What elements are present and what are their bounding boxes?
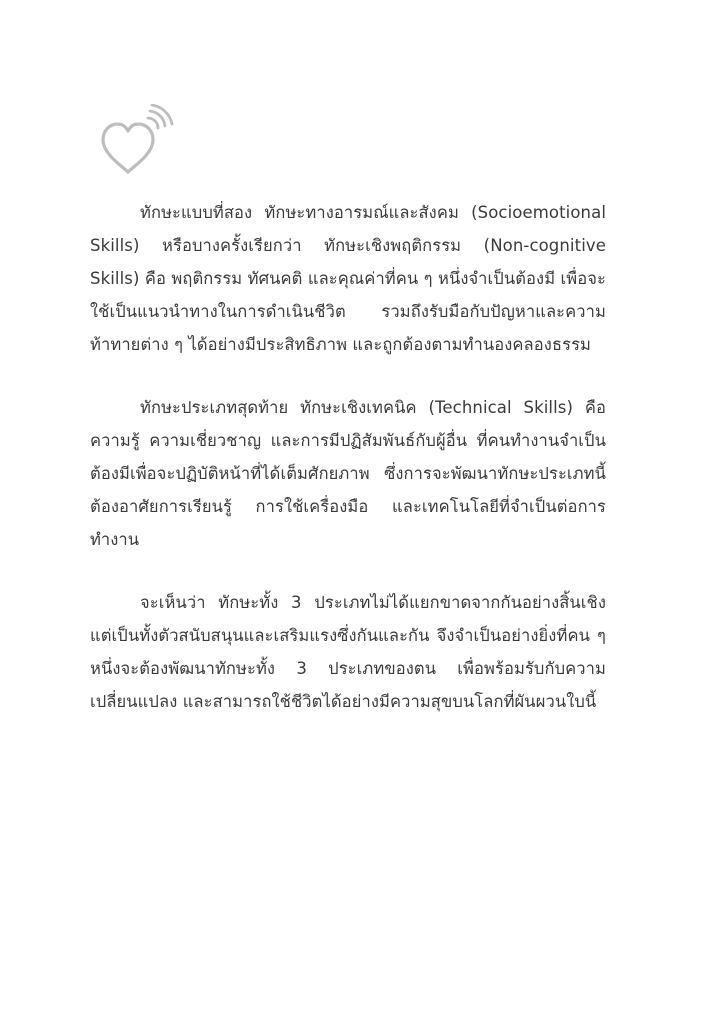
paragraph-conclusion: จะเห็นว่า ทักษะทั้ง 3 ประเภทไม่ได้แยกขาดจากกันอย่างสิ้นเชิง แต่เป็นทั้งตัวสนับสนุนและเสริมแรงซึ่งกันและกัน จึงจำเป็นอย่างยิ่งที่คน ๆ หนึ่งจะต้องพัฒนาทักษะทั้ง 3 ประเภทของตน เพื่อพร้อมรับกับความเปลี่ยนแปลง และสามารถใช้ชีวิตได้อย่างมีความสุขบนโลกที่ผันผวนใบนี้	[90, 593, 606, 711]
paragraph-technical-skills: ทักษะประเภทสุดท้าย ทักษะเชิงเทคนิค (Technical Skills) คือ ความรู้ ความเชี่ยวชาญ และการมีปฏิสัมพันธ์กับผู้อื่น ที่คนทำงานจำเป็นต้องมีเพื่อจะปฏิบัติหน้าที่ได้เต็มศักยภาพ ซึ่งการจะพัฒนาทักษะประเภทนี้ต้องอาศัยการเรียนรู้ การใช้เครื่องมือ และเทคโนโลยีที่จำเป็นต่อการทำงาน	[90, 398, 606, 549]
heart-signal-icon	[98, 104, 178, 178]
document-body	[90, 196, 606, 748]
paragraph-socioemotional-skills: ทักษะแบบที่สอง ทักษะทางอารมณ์และสังคม (Socioemotional Skills) หรือบางครั้งเรียกว่า ทักษะเชิงพฤติกรรม (Non-cognitive Skills) คือ พฤติกรรม ทัศนคติ และคุณค่าที่คน ๆ หนึ่งจำเป็นต้องมี เพื่อจะใช้เป็นแนวนำทางในการดำเนินชีวิต รวมถึงรับมือกับปัญหาและความท้าทายต่าง ๆ ได้อย่างมีประสิทธิภาพ และถูกต้องตามทำนองคลองธรรม	[90, 203, 606, 354]
